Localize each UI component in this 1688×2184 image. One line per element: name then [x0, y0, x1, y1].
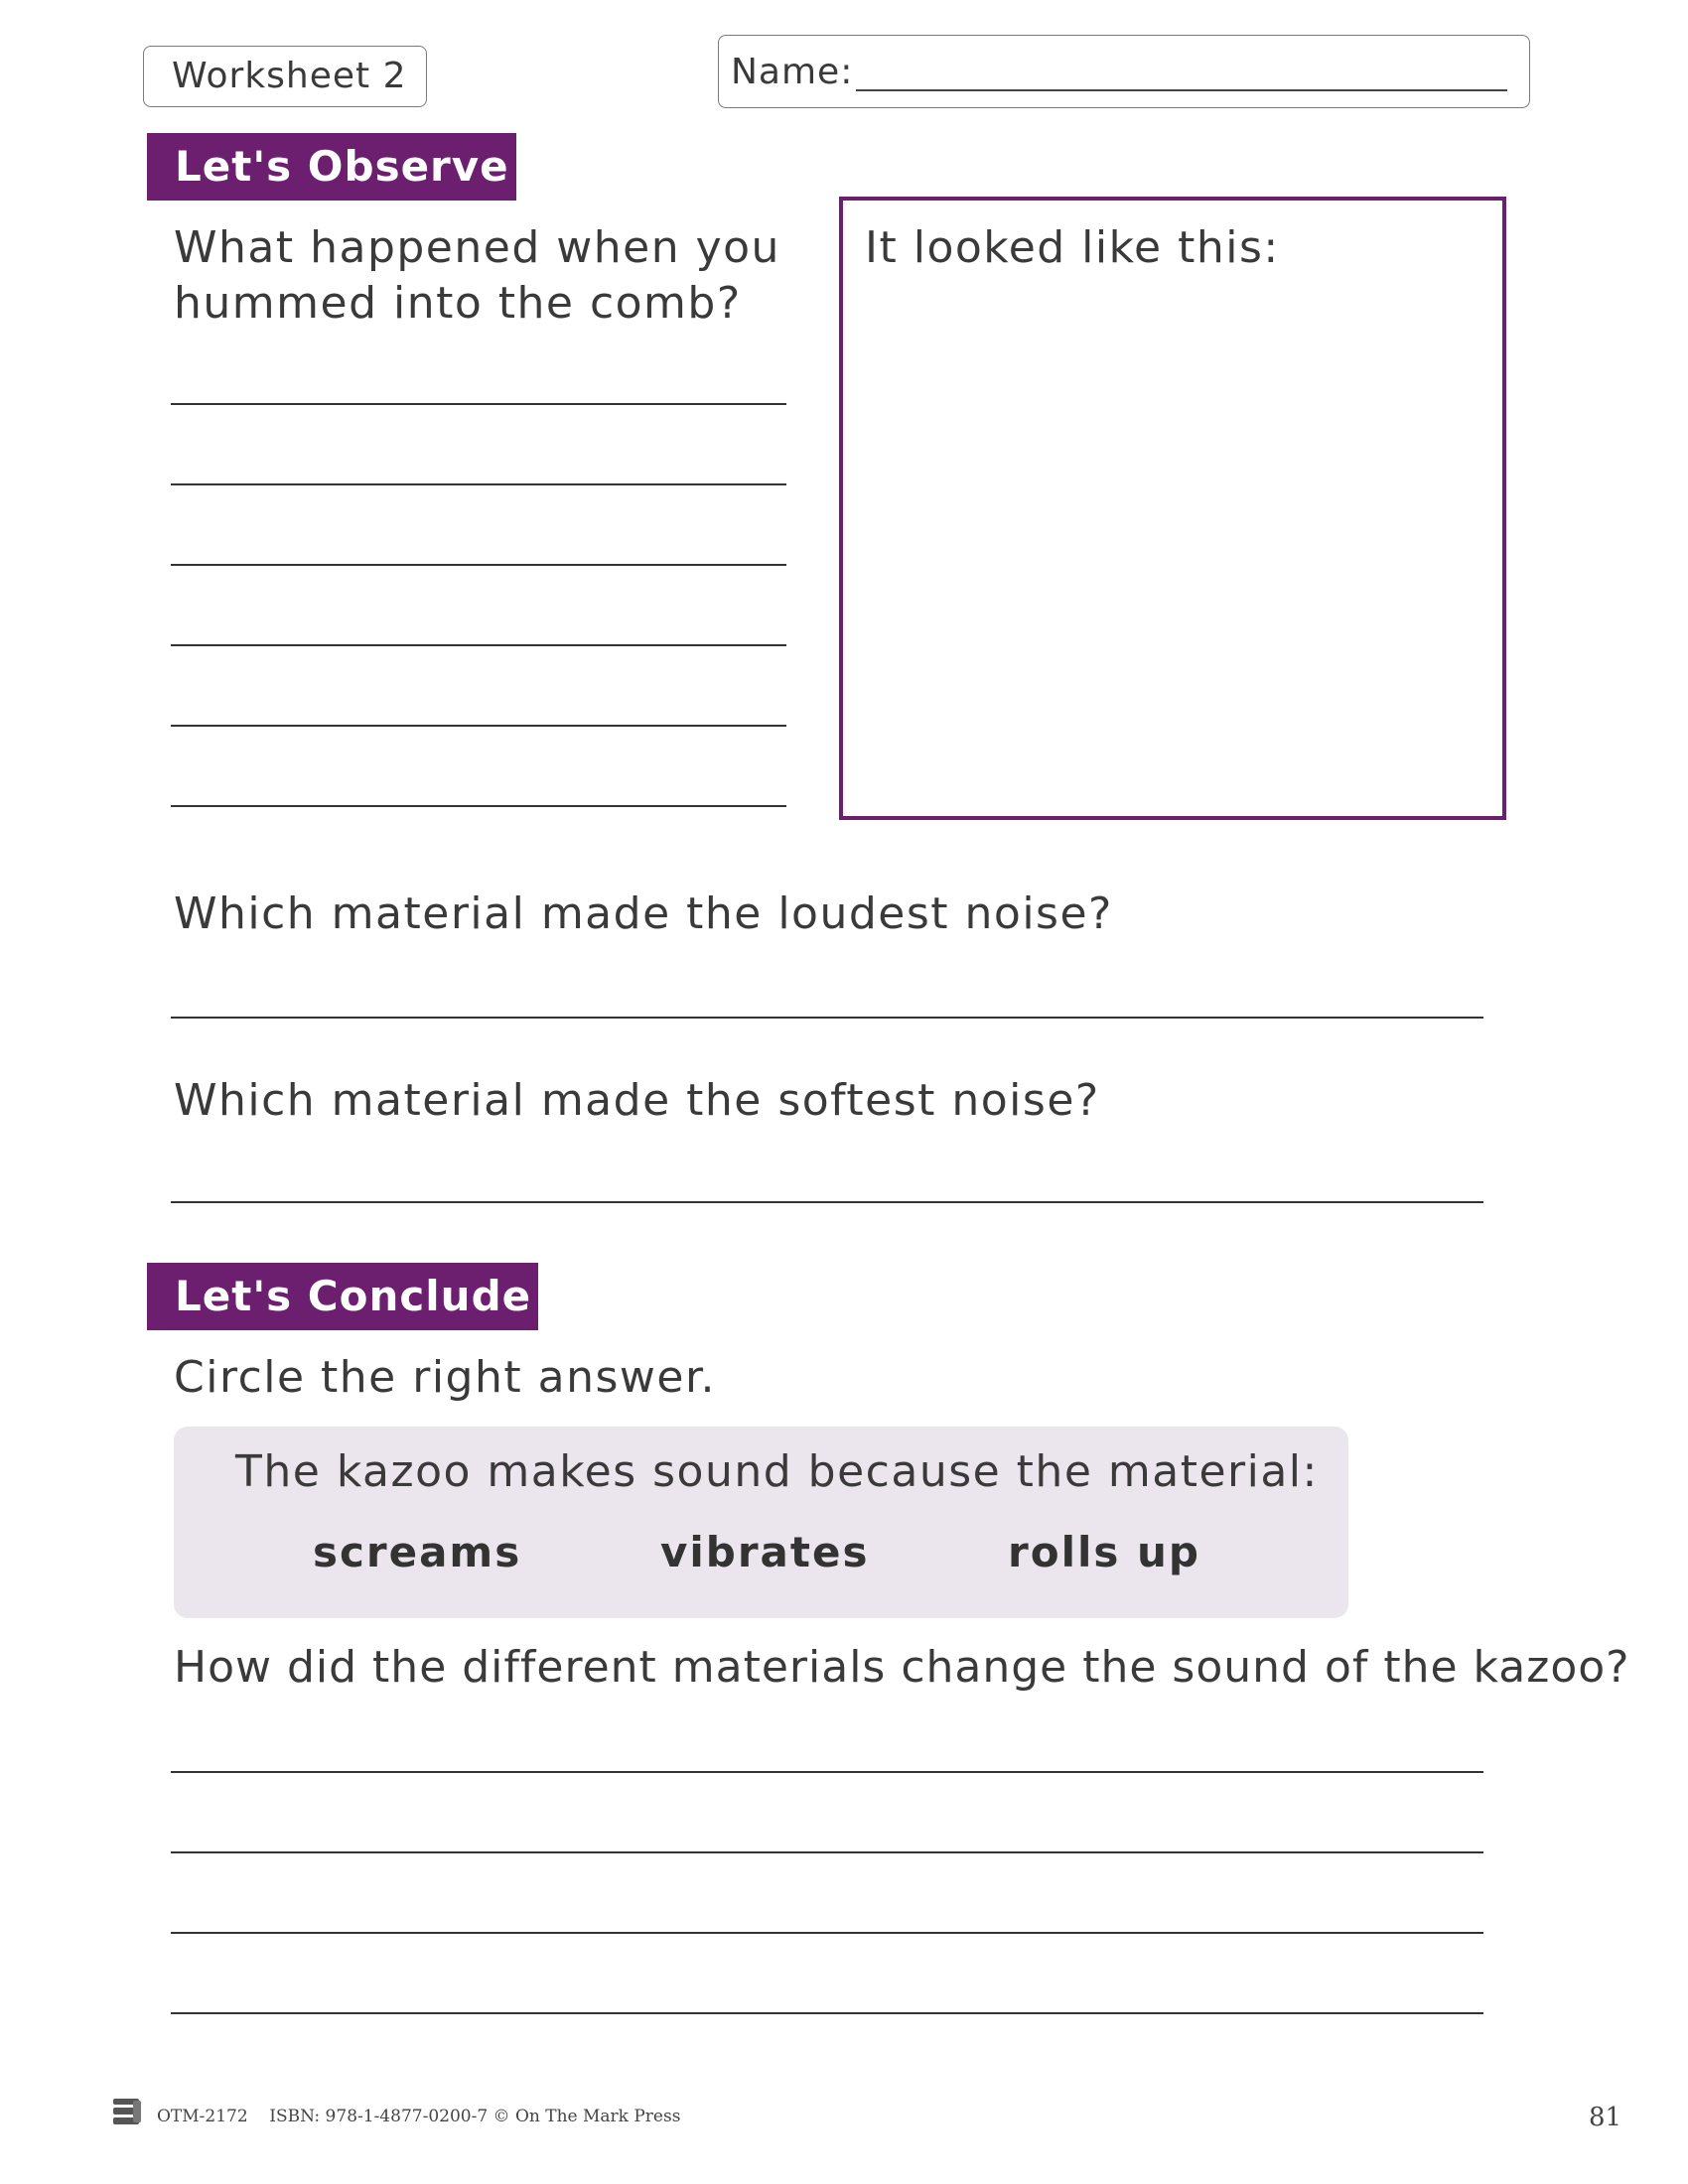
choice-vibrates[interactable]: vibrates — [660, 1528, 870, 1576]
answer-line-1[interactable] — [171, 644, 786, 646]
conclude-section-title: Let's Conclude — [147, 1263, 538, 1330]
publisher-logo-icon — [111, 2097, 143, 2126]
answer-line-1[interactable] — [171, 725, 786, 727]
question-2: Which material made the loudest noise? — [174, 888, 1113, 939]
drawing-label: It looked like this: — [865, 222, 1280, 273]
question-1-line-1: What happened when you — [174, 222, 780, 273]
answer-line-4[interactable] — [171, 1932, 1483, 1934]
drawing-box[interactable] — [839, 197, 1506, 820]
question-1-line-2: hummed into the comb? — [174, 278, 742, 329]
name-input-line[interactable] — [856, 89, 1507, 91]
choice-stem: The kazoo makes sound because the material: — [235, 1446, 1319, 1497]
answer-line-2[interactable] — [171, 1017, 1483, 1019]
choice-screams[interactable]: screams — [313, 1528, 522, 1576]
observe-section-title: Let's Observe — [147, 133, 516, 201]
answer-line-1[interactable] — [171, 483, 786, 485]
page-number: 81 — [1589, 2103, 1622, 2132]
answer-line-4[interactable] — [171, 2012, 1483, 2014]
question-4: How did the different materials change the sound of the kazoo? — [174, 1642, 1630, 1693]
publication-info: OTM-2172 ISBN: 978-1-4877-0200-7 © On The Mark Press — [157, 2107, 681, 2126]
answer-line-3[interactable] — [171, 1201, 1483, 1203]
worksheet-label: Worksheet 2 — [143, 46, 427, 107]
name-field-box[interactable] — [718, 35, 1530, 108]
choice-rolls-up[interactable]: rolls up — [1008, 1528, 1200, 1576]
answer-line-1[interactable] — [171, 403, 786, 405]
conclude-instruction: Circle the right answer. — [174, 1352, 716, 1403]
answer-line-1[interactable] — [171, 564, 786, 566]
answer-line-1[interactable] — [171, 805, 786, 807]
answer-line-4[interactable] — [171, 1851, 1483, 1853]
answer-line-4[interactable] — [171, 1771, 1483, 1773]
multiple-choice-box — [174, 1427, 1348, 1618]
name-label: Name: — [731, 52, 854, 92]
question-3: Which material made the softest noise? — [174, 1075, 1100, 1126]
